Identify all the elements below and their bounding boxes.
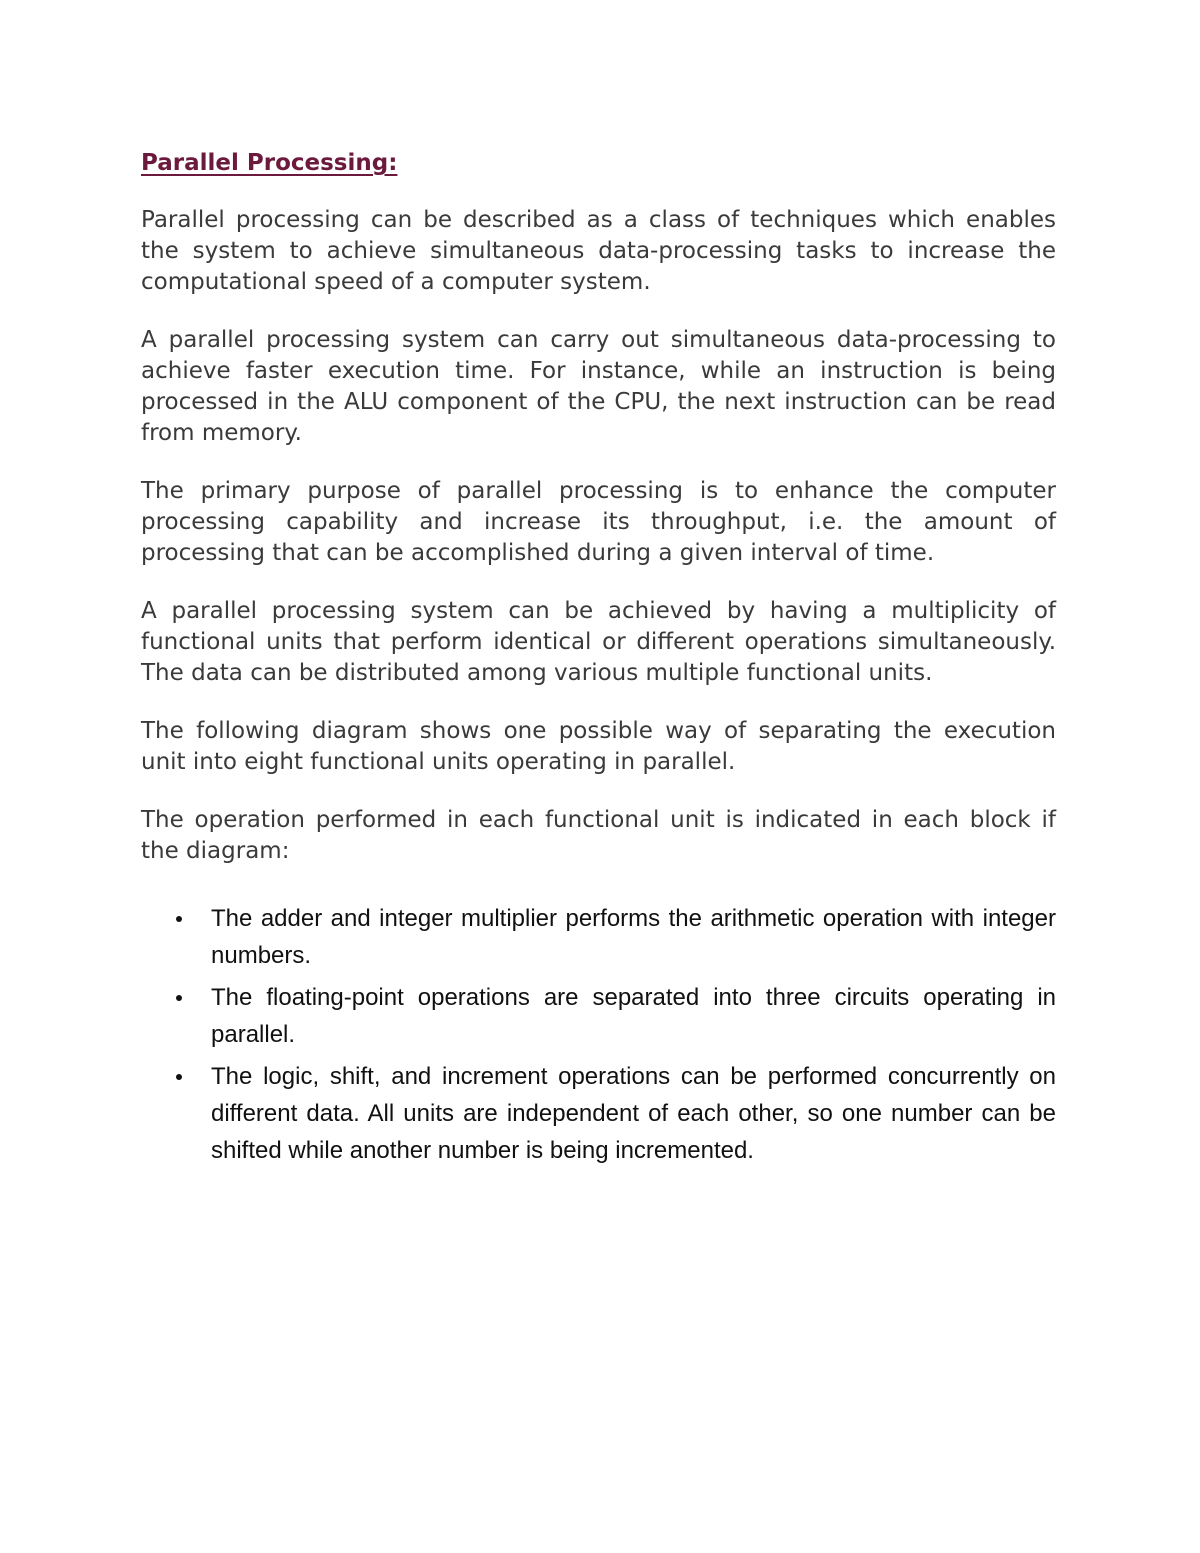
paragraph-diagram-intro: The following diagram shows one possible way of separating the execution unit into eight functional units operating in parallel. [141, 718, 1056, 775]
list-item [141, 1058, 1056, 1169]
bullet-list [141, 900, 1056, 1169]
paragraph-functional-units: A parallel processing system can be achieved by having a multiplicity of functional units that perform identical or different operations simultaneously. The data can be distributed among various multiple functional units. [141, 598, 1056, 686]
bullet-icon [176, 916, 182, 922]
paragraph-operation-note: The operation performed in each functional unit is indicated in each block if the diagram: [141, 807, 1056, 864]
list-item [141, 979, 1056, 1053]
list-item-text: The adder and integer multiplier performs the arithmetic operation with integer numbers. [211, 905, 1056, 969]
bullet-icon [176, 1074, 182, 1080]
list-item [141, 900, 1056, 974]
paragraph-purpose: The primary purpose of parallel processing is to enhance the computer processing capability and increase its throughput, i.e. the amount of processing that can be accomplished during a given interval of time. [141, 478, 1056, 566]
list-item-text: The logic, shift, and increment operations can be performed concurrently on different data. All units are independent of each other, so one number can be shifted while another number is being incremented. [211, 1063, 1056, 1164]
paragraph-definition: Parallel processing can be described as a class of techniques which enables the system to achieve simultaneous data-processing tasks to increase the computational speed of a computer system. [141, 207, 1056, 295]
page-title: Parallel Processing: [141, 150, 398, 176]
bullet-icon [176, 995, 182, 1001]
document-page [141, 148, 1056, 1174]
paragraph-example: A parallel processing system can carry out simultaneous data-processing to achieve faster execution time. For instance, while an instruction is being processed in the ALU component of the CPU, the next instruction can be read from memory. [141, 327, 1056, 446]
list-item-text: The floating-point operations are separated into three circuits operating in parallel. [211, 984, 1056, 1048]
